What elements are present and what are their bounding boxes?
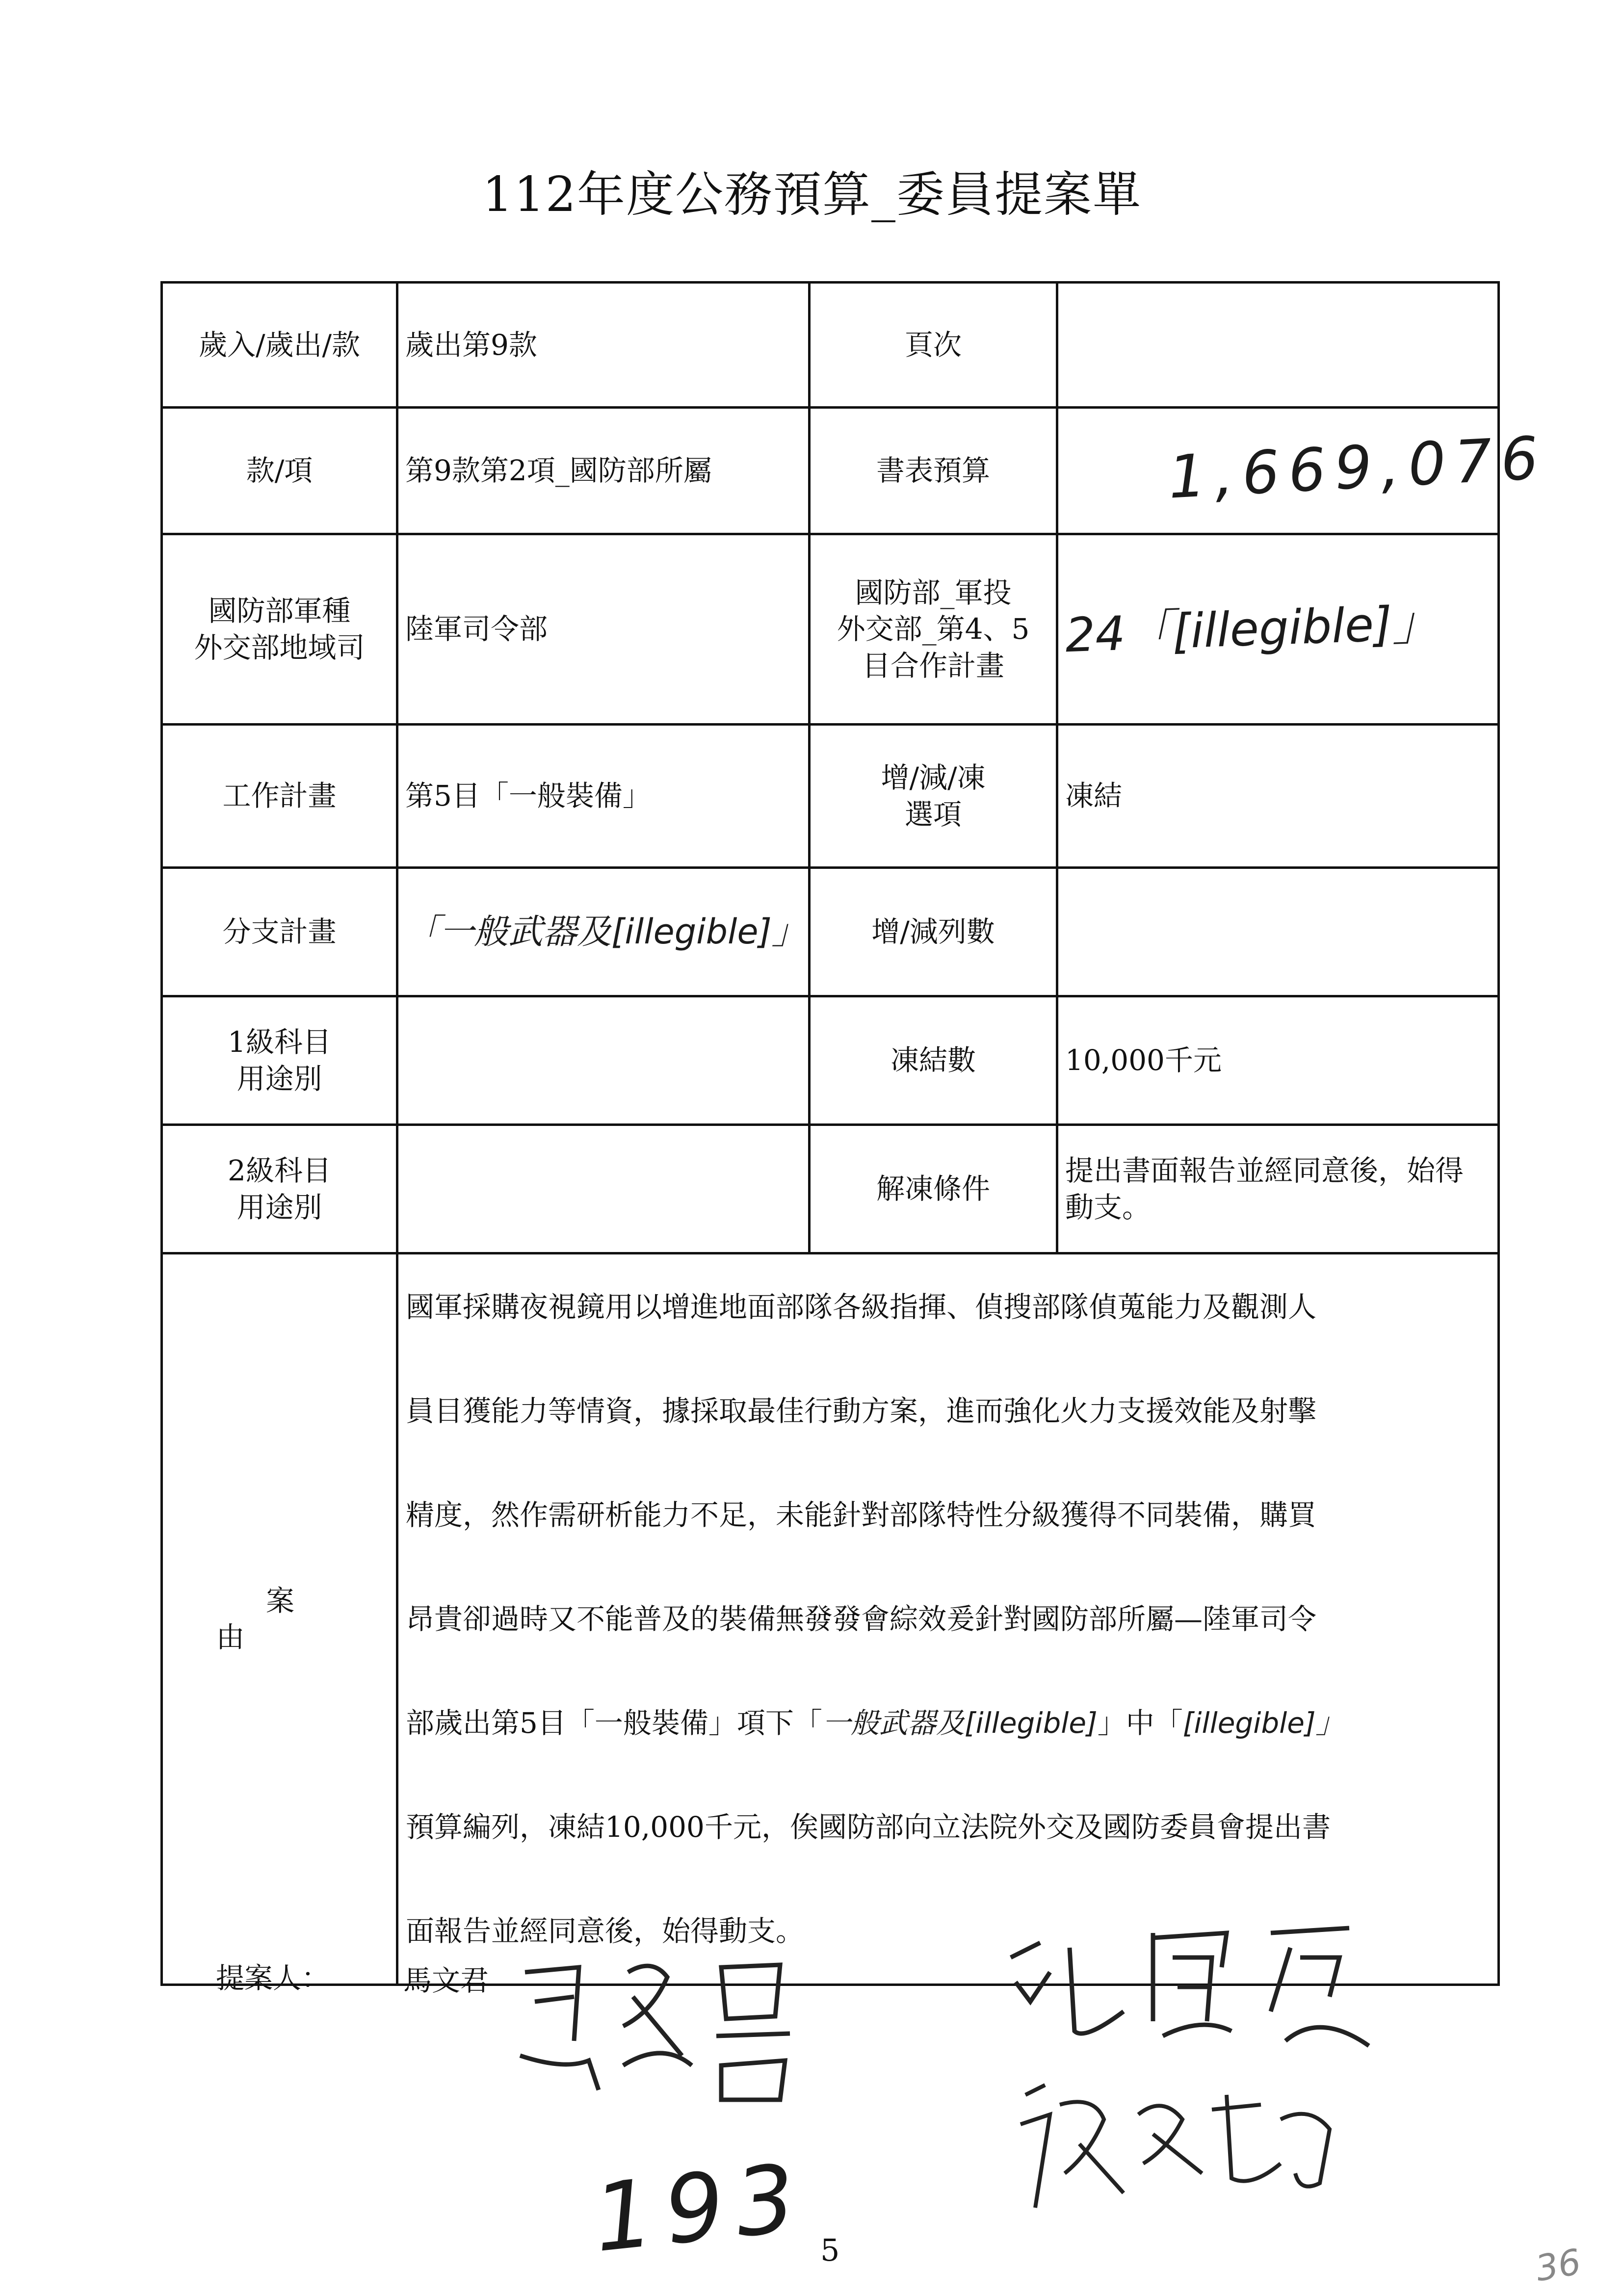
reason-line-5 [406,1671,1493,1775]
row-level1-subject [162,996,1499,1125]
label-option [810,725,1057,868]
value-adjust-amount [1057,868,1499,996]
value-investment [1057,534,1499,725]
proposal-form-table [160,281,1549,1986]
label-investment-line1: 國防部_軍投 [855,576,1012,610]
reason-line-4: 昂貴卻過時又不能普及的裝備無發發會綜效爰針對國防部所屬—陸軍司令 [406,1602,1317,1636]
handwritten-budget-amount: 1,669,076 [1166,424,1549,512]
reason-line-5-part1: 部歲出第5目「一般裝備」項下「 [406,1706,822,1740]
handwritten-number: 193 [588,2142,812,2273]
reason-handwritten-branch: 一般武器及[illegible] [822,1706,1098,1740]
reason-line-5-part2: 」中「 [1097,1706,1183,1740]
value-item: 第9款第2項_國防部所屬 [397,408,810,534]
label-book-budget: 書表預算 [810,408,1057,534]
label-investment-line3: 目合作計畫 [862,649,1004,682]
label-unfreeze-condition: 解凍條件 [810,1125,1057,1253]
label-option-line2: 選項 [904,797,962,831]
row-level2-subject [162,1125,1499,1253]
reason-line-2: 員目獲能力等情資，據採取最佳行動方案，進而強化火力支援效能及射擊 [406,1394,1317,1428]
label-level2 [162,1125,397,1253]
value-level2 [397,1125,810,1253]
row-branch-plan [162,868,1499,996]
reason-line-6: 預算編列，凍結10,000千元，俟國防部向立法院外交及國防委員會提出書 [406,1810,1331,1844]
value-category: 歲出第9款 [397,283,810,408]
value-freeze-amount: 10,000千元 [1057,996,1499,1125]
label-level1 [162,996,397,1125]
row-budget-category [162,283,1499,408]
value-page [1057,283,1499,408]
label-branch [162,534,397,725]
reason-line-3: 精度，然作需研析能力不足，未能針對部隊特性分級獲得不同裝備，購買 [406,1498,1317,1532]
value-book-budget [1057,408,1549,534]
form-title: 112年度公務預算_委員提案單 [482,167,1142,223]
label-investment [810,534,1057,725]
label-level1-line2: 用途別 [236,1062,322,1096]
label-page: 頁次 [810,283,1057,408]
value-branch: 陸軍司令部 [397,534,810,725]
row-item [162,408,1499,534]
value-reason [397,1253,1499,1985]
reason-text [399,1255,1497,1983]
signature-third [1006,2065,1359,2227]
corner-mark: 36 [1532,2241,1584,2290]
value-work-plan: 第5目「一般裝備」 [397,725,810,868]
label-item: 款/項 [162,408,397,534]
label-level2-line1: 2級科目 [228,1154,331,1188]
label-level2-line2: 用途別 [236,1190,322,1224]
label-reason: 案由 [162,1253,397,1985]
row-work-plan [162,725,1499,868]
label-branch-line2: 外交部地域司 [194,630,365,664]
page-number: 5 [820,2232,840,2268]
label-category: 歲入/歲出/款 [162,283,397,408]
label-adjust-amount: 增/減列數 [810,868,1057,996]
proposer-label: 提案人： [216,1961,330,1995]
label-investment-line2: 外交部_第4、5 [837,612,1030,646]
label-level1-line1: 1級科目 [228,1025,331,1059]
reason-handwritten-item: [illegible]」 [1182,1706,1344,1740]
reason-line-1: 國軍採購夜視鏡用以增進地面部隊各級指揮、偵搜部隊偵蒐能力及觀測人 [406,1290,1317,1324]
handwritten-investment-item: 24「[illegible]」 [1064,595,1441,663]
signature-second [996,1913,1384,2075]
reason-line-7: 面報告並經同意後，始得動支。 [406,1914,805,1948]
row-military-branch [162,534,1499,725]
proposer-name: 馬文君 [403,1964,489,1997]
label-option-line1: 增/減/凍 [881,761,986,795]
value-level1 [397,996,810,1125]
label-work-plan: 工作計畫 [162,725,397,868]
row-reason [162,1253,1499,1985]
label-branch-line1: 國防部軍種 [208,594,351,628]
handwritten-branch-plan: 「一般武器及[illegible]」 [405,911,806,952]
value-unfreeze-condition: 提出書面報告並經同意後，始得動支。 [1057,1125,1499,1253]
value-option: 凍結 [1057,725,1499,868]
label-freeze-amount: 凍結數 [810,996,1057,1125]
label-branch-plan: 分支計畫 [162,868,397,996]
signature-ma-wen-chun [505,1943,819,2119]
value-branch-plan [397,868,810,996]
